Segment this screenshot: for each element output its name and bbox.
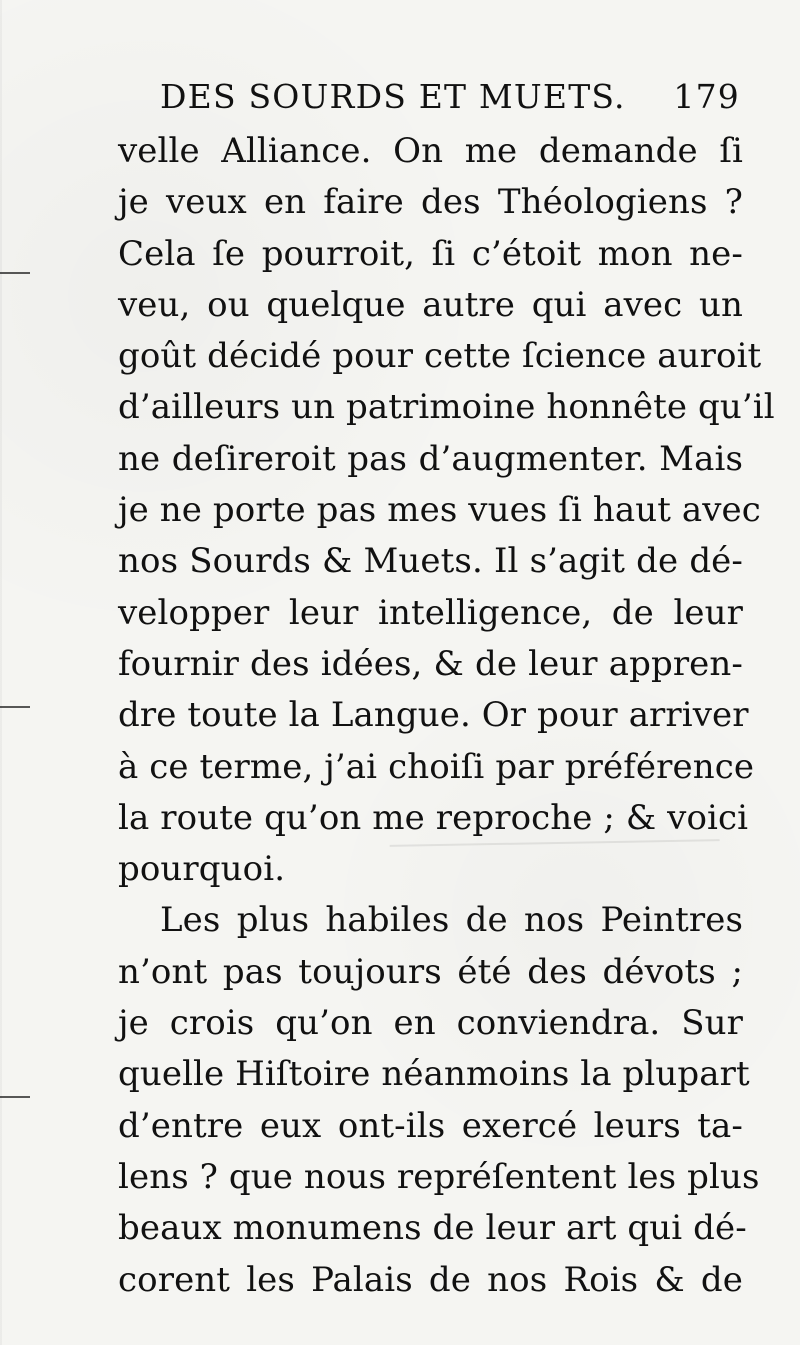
paragraph-start-line: Les plus habiles de nos Peintres <box>160 900 743 941</box>
text-line: Cela ſe pourroit, ſi c’étoit mon ne- <box>118 233 743 274</box>
text-line: quelle Hiſtoire néanmoins la plupart <box>118 1054 750 1095</box>
text-line: à ce terme, j’ai choiſi par préférence <box>118 746 755 787</box>
text-line: nos Sourds & Muets. Il s’agit de dé- <box>118 541 743 582</box>
text-line: fournir des idées, & de leur appren- <box>118 643 743 684</box>
text-line: beaux monumens de leur art qui dé- <box>118 1208 747 1249</box>
binding-mark <box>0 1096 30 1098</box>
text-line: d’ailleurs un patrimoine honnête qu’il <box>118 387 775 428</box>
text-line: pourquoi. <box>118 849 286 890</box>
text-line: veu, ou quelque autre qui avec un <box>118 284 743 325</box>
text-line: n’ont pas toujours été des dévots ; <box>118 951 743 992</box>
text-line: goût décidé pour cette ſcience auroit <box>118 336 762 377</box>
text-line: velopper leur intelligence, de leur <box>118 592 743 633</box>
binding-mark <box>0 706 30 708</box>
text-line: lens ? que nous repréſentent les plus <box>118 1156 760 1197</box>
running-head <box>160 72 740 122</box>
text-line: corent les Palais de nos Rois & de <box>118 1259 743 1300</box>
text-line: la route qu’on me reproche ; & voici <box>118 797 749 838</box>
text-line: ne deſireroit pas d’augmenter. Mais <box>118 438 743 479</box>
text-line: je crois qu’on en conviendra. Sur <box>118 1003 743 1044</box>
text-line: dre toute la Langue. Or pour arriver <box>118 695 749 736</box>
text-line: velle Alliance. On me demande ſi <box>118 131 743 171</box>
binding-mark <box>0 272 30 274</box>
running-title: DES SOURDS ET MUETS. <box>160 77 626 116</box>
page-number: 179 <box>673 77 740 116</box>
text-line: d’entre eux ont-ils exercé leurs ta- <box>118 1105 743 1146</box>
text-line: je veux en faire des Théologiens ? <box>118 182 743 223</box>
body-text <box>118 126 775 1306</box>
text-line: je ne porte pas mes vues ſi haut avec <box>118 490 761 531</box>
